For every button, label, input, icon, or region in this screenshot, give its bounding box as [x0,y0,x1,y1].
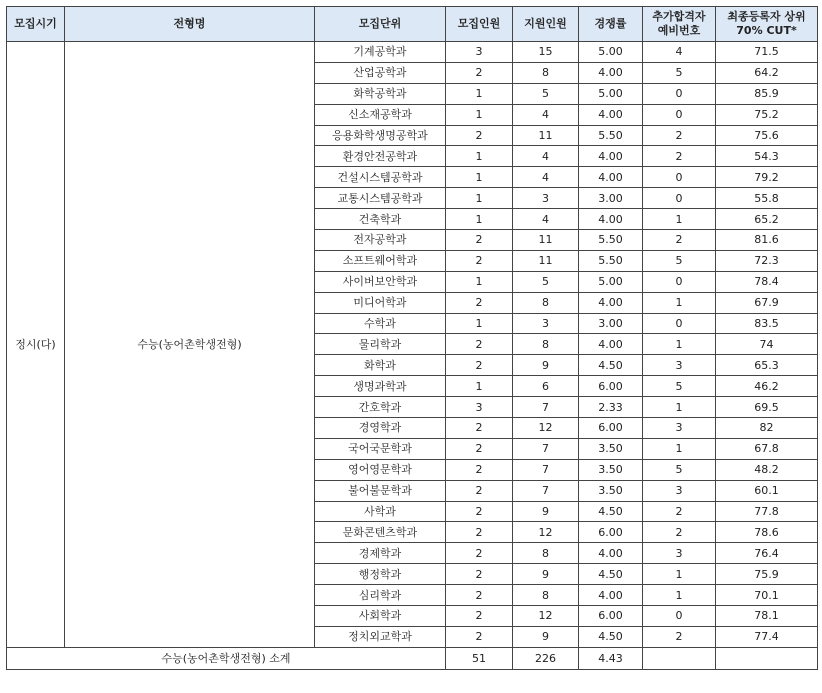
cut-cell: 83.5 [716,313,818,334]
quota-cell: 2 [446,564,513,585]
quota-cell: 2 [446,543,513,564]
unit-cell: 기계공학과 [315,42,446,63]
applicants-cell: 11 [513,250,579,271]
waitlist-cell: 3 [643,543,716,564]
cut-cell: 48.2 [716,459,818,480]
applicants-cell: 8 [513,292,579,313]
unit-cell: 산업공학과 [315,62,446,83]
waitlist-cell: 5 [643,62,716,83]
unit-cell: 사학과 [315,501,446,522]
quota-cell: 1 [446,167,513,188]
ratio-cell: 4.00 [579,167,643,188]
waitlist-cell: 1 [643,438,716,459]
waitlist-cell: 2 [643,146,716,167]
quota-cell: 1 [446,209,513,230]
ratio-cell: 4.50 [579,501,643,522]
waitlist-cell: 2 [643,626,716,647]
applicants-cell: 9 [513,355,579,376]
subtotal-label: 수능(농어촌학생전형) 소계 [7,647,446,669]
waitlist-cell: 3 [643,355,716,376]
header-cut-line1: 최종등록자 상위 [727,10,806,23]
ratio-cell: 3.50 [579,459,643,480]
applicants-cell: 4 [513,104,579,125]
cut-cell: 65.2 [716,209,818,230]
waitlist-cell: 1 [643,209,716,230]
ratio-cell: 5.50 [579,125,643,146]
ratio-cell: 5.50 [579,230,643,251]
waitlist-cell: 3 [643,480,716,501]
unit-cell: 환경안전공학과 [315,146,446,167]
ratio-cell: 6.00 [579,376,643,397]
header-waitlist-line1: 추가합격자 [652,10,706,23]
ratio-cell: 4.00 [579,104,643,125]
quota-cell: 2 [446,230,513,251]
applicants-cell: 7 [513,480,579,501]
quota-cell: 2 [446,585,513,606]
header-waitlist [643,7,716,42]
cut-cell: 54.3 [716,146,818,167]
quota-cell: 2 [446,355,513,376]
applicants-cell: 9 [513,501,579,522]
cut-cell: 46.2 [716,376,818,397]
ratio-cell: 5.00 [579,271,643,292]
period-cell: 정시(다) [7,42,65,648]
applicants-cell: 15 [513,42,579,63]
ratio-cell: 6.00 [579,606,643,627]
quota-cell: 2 [446,438,513,459]
quota-cell: 2 [446,480,513,501]
unit-cell: 경제학과 [315,543,446,564]
applicants-cell: 8 [513,543,579,564]
unit-cell: 전자공학과 [315,230,446,251]
header-track: 전형명 [65,7,315,42]
ratio-cell: 3.00 [579,188,643,209]
waitlist-cell: 2 [643,125,716,146]
ratio-cell: 6.00 [579,522,643,543]
quota-cell: 3 [446,42,513,63]
applicants-cell: 8 [513,585,579,606]
applicants-cell: 12 [513,606,579,627]
waitlist-cell: 0 [643,188,716,209]
applicants-cell: 3 [513,313,579,334]
header-cut-line2: 70% CUT* [736,24,797,37]
cut-cell: 81.6 [716,230,818,251]
waitlist-cell: 3 [643,418,716,439]
cut-cell: 76.4 [716,543,818,564]
cut-cell: 79.2 [716,167,818,188]
ratio-cell: 4.00 [579,292,643,313]
quota-cell: 1 [446,313,513,334]
unit-cell: 화학공학과 [315,83,446,104]
subtotal-applicants: 226 [513,647,579,669]
unit-cell: 생명과학과 [315,376,446,397]
quota-cell: 2 [446,459,513,480]
unit-cell: 간호학과 [315,397,446,418]
applicants-cell: 11 [513,125,579,146]
quota-cell: 1 [446,146,513,167]
ratio-cell: 5.50 [579,250,643,271]
header-unit: 모집단위 [315,7,446,42]
cut-cell: 78.6 [716,522,818,543]
unit-cell: 신소재공학과 [315,104,446,125]
applicants-cell: 3 [513,188,579,209]
cut-cell: 78.1 [716,606,818,627]
applicants-cell: 9 [513,626,579,647]
waitlist-cell: 4 [643,42,716,63]
applicants-cell: 6 [513,376,579,397]
quota-cell: 1 [446,376,513,397]
cut-cell: 67.9 [716,292,818,313]
waitlist-cell: 1 [643,585,716,606]
ratio-cell: 2.33 [579,397,643,418]
waitlist-cell: 1 [643,397,716,418]
waitlist-cell: 2 [643,230,716,251]
cut-cell: 71.5 [716,42,818,63]
waitlist-cell: 1 [643,292,716,313]
ratio-cell: 6.00 [579,418,643,439]
applicants-cell: 12 [513,522,579,543]
applicants-cell: 4 [513,209,579,230]
header-ratio: 경쟁률 [579,7,643,42]
quota-cell: 2 [446,250,513,271]
waitlist-cell: 5 [643,376,716,397]
subtotal-cut [716,647,818,669]
ratio-cell: 4.00 [579,543,643,564]
cut-cell: 77.8 [716,501,818,522]
applicants-cell: 12 [513,418,579,439]
ratio-cell: 4.00 [579,585,643,606]
cut-cell: 70.1 [716,585,818,606]
quota-cell: 2 [446,334,513,355]
waitlist-cell: 0 [643,167,716,188]
quota-cell: 2 [446,626,513,647]
cut-cell: 69.5 [716,397,818,418]
waitlist-cell: 2 [643,522,716,543]
ratio-cell: 4.00 [579,62,643,83]
waitlist-cell: 0 [643,313,716,334]
admission-results-table [6,6,818,670]
quota-cell: 3 [446,397,513,418]
quota-cell: 1 [446,104,513,125]
waitlist-cell: 5 [643,250,716,271]
unit-cell: 정치외교학과 [315,626,446,647]
unit-cell: 수학과 [315,313,446,334]
cut-cell: 74 [716,334,818,355]
applicants-cell: 7 [513,459,579,480]
applicants-cell: 4 [513,167,579,188]
unit-cell: 물리학과 [315,334,446,355]
waitlist-cell: 0 [643,271,716,292]
quota-cell: 2 [446,292,513,313]
applicants-cell: 8 [513,62,579,83]
cut-cell: 85.9 [716,83,818,104]
track-cell: 수능(농어촌학생전형) [65,42,315,648]
cut-cell: 75.9 [716,564,818,585]
unit-cell: 건설시스템공학과 [315,167,446,188]
unit-cell: 사이버보안학과 [315,271,446,292]
subtotal-waitlist [643,647,716,669]
unit-cell: 문화콘텐츠학과 [315,522,446,543]
quota-cell: 2 [446,501,513,522]
applicants-cell: 4 [513,146,579,167]
ratio-cell: 4.50 [579,355,643,376]
cut-cell: 75.6 [716,125,818,146]
ratio-cell: 4.50 [579,564,643,585]
ratio-cell: 4.00 [579,209,643,230]
cut-cell: 65.3 [716,355,818,376]
waitlist-cell: 2 [643,501,716,522]
ratio-cell: 3.50 [579,438,643,459]
unit-cell: 국어국문학과 [315,438,446,459]
header-waitlist-line2: 예비번호 [657,24,701,37]
cut-cell: 82 [716,418,818,439]
unit-cell: 교통시스템공학과 [315,188,446,209]
ratio-cell: 3.00 [579,313,643,334]
unit-cell: 소프트웨어학과 [315,250,446,271]
unit-cell: 심리학과 [315,585,446,606]
ratio-cell: 3.50 [579,480,643,501]
applicants-cell: 7 [513,397,579,418]
applicants-cell: 8 [513,334,579,355]
waitlist-cell: 1 [643,564,716,585]
header-quota: 모집인원 [446,7,513,42]
unit-cell: 행정학과 [315,564,446,585]
cut-cell: 78.4 [716,271,818,292]
cut-cell: 60.1 [716,480,818,501]
cut-cell: 55.8 [716,188,818,209]
subtotal-ratio: 4.43 [579,647,643,669]
header-applicants: 지원인원 [513,7,579,42]
quota-cell: 2 [446,418,513,439]
unit-cell: 사회학과 [315,606,446,627]
ratio-cell: 5.00 [579,42,643,63]
quota-cell: 1 [446,188,513,209]
unit-cell: 경영학과 [315,418,446,439]
cut-cell: 75.2 [716,104,818,125]
ratio-cell: 4.00 [579,146,643,167]
applicants-cell: 7 [513,438,579,459]
subtotal-quota: 51 [446,647,513,669]
applicants-cell: 5 [513,271,579,292]
waitlist-cell: 0 [643,104,716,125]
cut-cell: 72.3 [716,250,818,271]
cut-cell: 64.2 [716,62,818,83]
header-row [7,7,818,42]
quota-cell: 2 [446,522,513,543]
header-cut [716,7,818,42]
ratio-cell: 5.00 [579,83,643,104]
ratio-cell: 4.00 [579,334,643,355]
header-period: 모집시기 [7,7,65,42]
waitlist-cell: 1 [643,334,716,355]
applicants-cell: 5 [513,83,579,104]
unit-cell: 건축학과 [315,209,446,230]
table-row [7,42,818,63]
quota-cell: 1 [446,271,513,292]
unit-cell: 불어불문학과 [315,480,446,501]
cut-cell: 67.8 [716,438,818,459]
quota-cell: 1 [446,83,513,104]
waitlist-cell: 0 [643,83,716,104]
unit-cell: 영어영문학과 [315,459,446,480]
waitlist-cell: 0 [643,606,716,627]
unit-cell: 미디어학과 [315,292,446,313]
quota-cell: 2 [446,62,513,83]
cut-cell: 77.4 [716,626,818,647]
applicants-cell: 9 [513,564,579,585]
subtotal-row [7,647,818,669]
applicants-cell: 11 [513,230,579,251]
waitlist-cell: 5 [643,459,716,480]
ratio-cell: 4.50 [579,626,643,647]
table-body [7,42,818,670]
unit-cell: 화학과 [315,355,446,376]
unit-cell: 응용화학생명공학과 [315,125,446,146]
quota-cell: 2 [446,606,513,627]
quota-cell: 2 [446,125,513,146]
